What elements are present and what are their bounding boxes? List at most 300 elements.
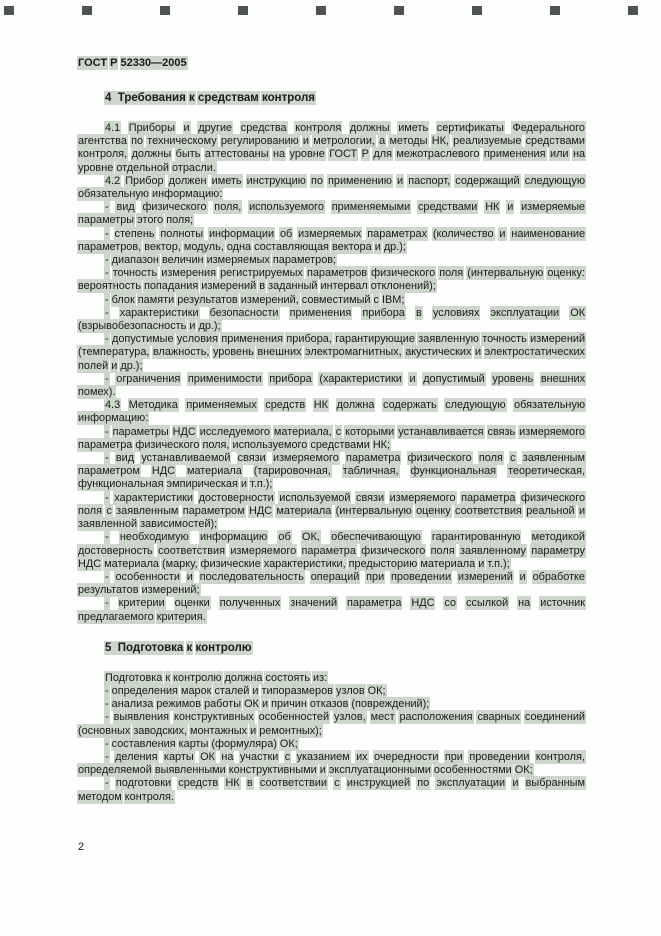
highlighted-word: - bbox=[105, 737, 109, 750]
highlighted-word: Федерального bbox=[512, 122, 585, 134]
highlighted-word: обработке bbox=[532, 570, 585, 583]
highlighted-word: критерии bbox=[118, 597, 165, 610]
highlighted-word: отклонений); bbox=[370, 280, 436, 293]
highlighted-word: - bbox=[105, 267, 109, 280]
highlighted-word: измеряемые bbox=[521, 201, 585, 214]
list-item bbox=[78, 571, 585, 597]
highlighted-word: полноты bbox=[160, 227, 204, 240]
highlighted-word: мест bbox=[370, 711, 395, 724]
highlighted-word: уровне bbox=[289, 148, 325, 161]
highlighted-word: Методика bbox=[128, 399, 178, 412]
highlighted-word: результатов bbox=[177, 293, 238, 306]
highlighted-word: должна bbox=[336, 399, 375, 412]
paragraph-4-1 bbox=[78, 122, 585, 175]
highlighted-word: необходимую bbox=[119, 531, 189, 544]
highlighted-word: физического bbox=[521, 491, 586, 504]
highlighted-word: - bbox=[105, 293, 109, 306]
highlighted-word: 4.2 bbox=[105, 174, 121, 187]
highlighted-word: физического bbox=[135, 438, 200, 451]
highlighted-word: средства bbox=[240, 122, 287, 134]
highlighted-word: параметром bbox=[78, 465, 140, 478]
highlighted-word: Р bbox=[361, 148, 369, 161]
highlighted-word: содержать bbox=[383, 399, 437, 412]
highlighted-word: методикой bbox=[531, 531, 585, 544]
highlighted-word: техническому bbox=[147, 135, 217, 148]
highlighted-word: устанавливаемой bbox=[141, 452, 231, 465]
highlighted-word: вид bbox=[116, 201, 135, 214]
highlighted-word: заданный bbox=[268, 280, 318, 293]
highlighted-word: поля bbox=[478, 452, 503, 465]
highlighted-word: исследуемого bbox=[199, 425, 270, 438]
highlighted-word: условиях bbox=[432, 306, 480, 319]
highlighted-word: к bbox=[186, 641, 193, 654]
highlighted-word: НК bbox=[225, 777, 240, 790]
highlighted-word: (интервальную bbox=[467, 267, 544, 280]
highlighted-word: составляющая bbox=[254, 240, 329, 253]
highlighted-word: НДС bbox=[151, 465, 175, 478]
list-item bbox=[78, 307, 585, 333]
highlighted-word: расположения bbox=[399, 711, 473, 724]
highlighted-word: параметра bbox=[347, 597, 402, 610]
highlighted-word: ОК; bbox=[279, 737, 298, 750]
document-number-header bbox=[78, 57, 585, 70]
highlighted-word: измеряемых bbox=[298, 227, 362, 240]
highlighted-word: средств bbox=[178, 777, 219, 790]
highlighted-word: применения bbox=[289, 306, 352, 319]
highlighted-word: измерений, bbox=[240, 293, 299, 306]
highlighted-word: измерений bbox=[530, 333, 586, 346]
highlighted-word: средствами bbox=[525, 135, 585, 148]
highlighted-word: об bbox=[278, 531, 291, 544]
highlighted-word: ремонтных); bbox=[259, 724, 322, 737]
page-content bbox=[78, 57, 585, 804]
highlighted-word: реальной bbox=[526, 504, 575, 517]
highlighted-word: Подготовка bbox=[105, 671, 163, 684]
highlighted-word: 52330—2005 bbox=[120, 57, 187, 69]
highlighted-word: и bbox=[252, 684, 259, 697]
highlighted-word: - bbox=[105, 491, 109, 504]
highlighted-word: применения bbox=[483, 148, 546, 161]
highlighted-word: (температура, bbox=[78, 346, 150, 359]
highlighted-word: и bbox=[374, 240, 381, 253]
highlighted-word: НК bbox=[485, 201, 500, 214]
list-item bbox=[78, 373, 585, 399]
highlighted-word: теоретическая, bbox=[508, 465, 586, 478]
highlighted-word: особенностями bbox=[433, 764, 512, 777]
highlighted-word: на bbox=[272, 148, 286, 161]
highlighted-word: режимов bbox=[156, 698, 202, 711]
highlighted-word: поля bbox=[78, 504, 102, 517]
highlighted-word: и bbox=[250, 724, 257, 737]
highlighted-word: физического bbox=[407, 452, 472, 465]
highlighted-word: электромагнитных, bbox=[305, 346, 402, 359]
highlighted-word: и bbox=[302, 135, 310, 148]
highlighted-word: материала bbox=[276, 504, 332, 517]
highlighted-word: быть bbox=[175, 148, 201, 161]
highlighted-word: - bbox=[105, 777, 109, 790]
highlighted-word: и bbox=[409, 372, 416, 385]
highlighted-word: и bbox=[519, 570, 526, 583]
highlighted-word: критерия. bbox=[156, 610, 206, 623]
highlighted-word: используемой bbox=[279, 491, 351, 504]
highlighted-word: соответствия bbox=[455, 504, 522, 517]
highlighted-word: с bbox=[284, 750, 291, 763]
highlighted-word: ограничения bbox=[116, 372, 181, 385]
highlighted-word: содержащий bbox=[455, 174, 520, 187]
list-item bbox=[78, 492, 585, 532]
highlighted-word: др.); bbox=[383, 240, 406, 253]
highlighted-word: оценку bbox=[416, 504, 451, 517]
highlighted-word: контроля bbox=[295, 122, 342, 134]
highlighted-word: информацию: bbox=[78, 412, 149, 425]
highlighted-word: заявленным bbox=[522, 452, 585, 465]
highlighted-word: - bbox=[105, 201, 109, 214]
highlighted-word: обязательную bbox=[78, 188, 149, 201]
highlighted-word: прибора, bbox=[286, 333, 332, 346]
highlighted-word: следующую bbox=[524, 174, 585, 187]
highlighted-word: при bbox=[444, 750, 463, 763]
highlighted-word: соответствии bbox=[259, 777, 327, 790]
highlighted-word: ОК, bbox=[301, 531, 320, 544]
highlighted-word: допустимый bbox=[423, 372, 485, 385]
highlighted-word: применяемыми bbox=[331, 201, 411, 214]
highlighted-word: параметрах bbox=[367, 227, 428, 240]
highlighted-word: допустимые bbox=[112, 333, 174, 346]
highlighted-word: монтажных bbox=[190, 724, 248, 737]
paragraph-4-2 bbox=[78, 175, 585, 201]
highlighted-word: гарантирующие bbox=[335, 333, 415, 346]
highlighted-word: обеспечивающую bbox=[331, 531, 421, 544]
highlighted-word: вид bbox=[115, 452, 135, 465]
highlighted-word: достоверности bbox=[198, 491, 274, 504]
highlighted-word: характеристики, bbox=[263, 557, 346, 570]
highlighted-word: - bbox=[105, 698, 109, 711]
highlighted-word: карты bbox=[178, 737, 209, 750]
highlighted-word: применяемых bbox=[186, 399, 257, 412]
highlighted-word: уровень bbox=[212, 346, 254, 359]
list-item bbox=[78, 751, 585, 777]
highlighted-word: - bbox=[105, 570, 109, 583]
highlighted-word: (взрывобезопасность bbox=[78, 320, 187, 333]
highlighted-word: иметь bbox=[211, 174, 242, 187]
highlighted-word: к bbox=[165, 671, 171, 684]
highlighted-word: - bbox=[105, 254, 109, 267]
list-item bbox=[78, 201, 585, 227]
highlighted-word: др.); bbox=[120, 359, 143, 372]
highlighted-word: поля bbox=[439, 267, 464, 280]
highlighted-word: метрологии, bbox=[313, 135, 375, 148]
list-item bbox=[78, 254, 585, 267]
page-number: 2 bbox=[78, 841, 85, 853]
highlighted-word: проведении bbox=[469, 750, 530, 763]
highlighted-word: и bbox=[183, 122, 190, 134]
highlighted-word: (характеристики bbox=[319, 372, 402, 385]
highlighted-word: Прибор bbox=[125, 174, 164, 187]
highlighted-word: параметры bbox=[112, 425, 169, 438]
highlighted-word: особенности bbox=[115, 570, 180, 583]
highlighted-word: ОК bbox=[200, 750, 215, 763]
highlighted-word: и bbox=[189, 320, 196, 333]
highlighted-word: выявления bbox=[113, 711, 170, 724]
highlighted-word: на bbox=[572, 148, 586, 161]
highlighted-word: ОК; bbox=[514, 764, 533, 777]
highlighted-word: НК bbox=[313, 399, 328, 412]
highlighted-word: регулированию bbox=[220, 135, 299, 148]
highlighted-word: уровень bbox=[492, 372, 534, 385]
highlighted-word: функциональная bbox=[410, 465, 497, 478]
highlighted-word: и bbox=[261, 698, 269, 711]
highlighted-word: инструкцией bbox=[346, 777, 411, 790]
highlighted-word: внешних bbox=[257, 346, 302, 359]
highlighted-word: параметром bbox=[182, 504, 245, 517]
highlighted-word: а bbox=[379, 135, 386, 148]
highlighted-word: об bbox=[279, 227, 293, 240]
highlighted-word: в bbox=[415, 306, 422, 319]
highlighted-word: (марку, bbox=[162, 557, 198, 570]
highlighted-word: попадания bbox=[143, 280, 199, 293]
highlighted-word: прибора bbox=[269, 372, 312, 385]
highlighted-word: обязательную bbox=[514, 399, 586, 412]
highlighted-word: параметру bbox=[531, 544, 585, 557]
highlighted-word: конструктивных bbox=[173, 711, 254, 724]
highlighted-word: зависимостей); bbox=[140, 518, 218, 531]
highlighted-word: отрасли. bbox=[172, 161, 216, 174]
highlighted-word: к bbox=[189, 92, 195, 104]
highlighted-word: отдельной bbox=[116, 161, 170, 174]
paragraph-4-3 bbox=[78, 399, 585, 425]
highlighted-word: 5 Подготовка bbox=[105, 641, 184, 654]
highlighted-word: на bbox=[518, 597, 531, 610]
highlighted-word: вектор, bbox=[144, 240, 181, 253]
highlighted-word: безопасности bbox=[209, 306, 279, 319]
highlighted-word: параметра bbox=[461, 491, 516, 504]
highlighted-word: иметь bbox=[398, 122, 429, 134]
highlighted-word: измерения bbox=[161, 267, 217, 280]
highlighted-word: для bbox=[373, 148, 392, 161]
highlighted-word: гарантированную bbox=[431, 531, 521, 544]
highlighted-word: физические bbox=[200, 557, 261, 570]
highlighted-word: оценки bbox=[174, 597, 210, 610]
highlighted-word: акустических bbox=[405, 346, 472, 359]
highlighted-word: применения bbox=[221, 333, 284, 346]
list-item bbox=[78, 426, 585, 452]
highlighted-word: значений bbox=[290, 597, 338, 610]
highlighted-word: выбранным bbox=[525, 777, 585, 790]
highlighted-word: степень bbox=[114, 227, 155, 240]
highlighted-word: измерений bbox=[457, 570, 513, 583]
section-4-title bbox=[105, 91, 585, 105]
highlighted-word: определения bbox=[111, 684, 178, 697]
list-item bbox=[78, 711, 585, 737]
highlighted-word: измеряемого bbox=[389, 491, 456, 504]
highlighted-word: табличная, bbox=[342, 465, 399, 478]
highlighted-word: или bbox=[549, 148, 569, 161]
highlighted-word: сталей bbox=[214, 684, 250, 697]
highlighted-word: узлов, bbox=[333, 711, 366, 724]
highlighted-word: и bbox=[578, 504, 586, 517]
highlighted-word: модуль, bbox=[183, 240, 224, 253]
highlighted-word: эксплуатации bbox=[490, 306, 560, 319]
highlighted-word: должен bbox=[168, 174, 207, 187]
highlighted-word: ОК; bbox=[367, 684, 386, 697]
highlighted-word: и bbox=[499, 227, 506, 240]
highlighted-word: полученных bbox=[219, 597, 281, 610]
highlighted-word: ГОСТ bbox=[329, 148, 358, 161]
highlighted-word: результатов bbox=[78, 584, 139, 597]
highlighted-word: и bbox=[319, 764, 326, 777]
highlighted-word: поля, bbox=[214, 201, 242, 214]
highlighted-word: марок bbox=[181, 684, 212, 697]
list-item bbox=[78, 294, 585, 307]
highlighted-word: с bbox=[334, 777, 340, 790]
highlighted-word: др.); bbox=[198, 320, 221, 333]
highlighted-word: с bbox=[373, 293, 379, 306]
highlighted-word: причин bbox=[271, 698, 307, 711]
highlighted-word: устанавливается bbox=[398, 425, 484, 438]
highlighted-word: источник bbox=[540, 597, 585, 610]
highlighted-word: измеряемых bbox=[206, 254, 270, 267]
highlighted-word: и bbox=[512, 777, 519, 790]
highlighted-word: т.п.); bbox=[250, 478, 273, 491]
highlighted-word: должны bbox=[131, 148, 172, 161]
highlighted-word: 4.3 bbox=[105, 399, 121, 412]
highlighted-word: эксплуатации bbox=[436, 777, 506, 790]
highlighted-word: следующую bbox=[445, 399, 506, 412]
highlighted-word: одна bbox=[226, 240, 252, 253]
highlighted-word: НДС bbox=[78, 557, 102, 570]
highlighted-word: материала bbox=[420, 557, 476, 570]
highlighted-word: оценку: bbox=[547, 267, 585, 280]
list-item bbox=[78, 777, 585, 803]
highlighted-word: инструкцию bbox=[246, 174, 306, 187]
highlighted-word: НДС bbox=[248, 504, 273, 517]
highlighted-word: - bbox=[105, 333, 109, 346]
highlighted-word: эксплуатационными bbox=[328, 764, 431, 777]
highlighted-word: средств bbox=[265, 399, 306, 412]
paragraph-5-intro bbox=[78, 672, 585, 685]
highlighted-word: ОК bbox=[570, 306, 586, 319]
highlighted-word: выявленными bbox=[154, 764, 226, 777]
highlighted-word: контролю bbox=[173, 671, 222, 684]
highlighted-word: с bbox=[335, 425, 342, 438]
highlighted-word: соответствия bbox=[158, 544, 225, 557]
highlighted-word: ссылкой bbox=[466, 597, 509, 610]
highlighted-word: (повреждений); bbox=[351, 698, 430, 711]
highlighted-word: 4.1 bbox=[105, 122, 121, 134]
highlighted-word: последовательность bbox=[199, 570, 304, 583]
highlighted-word: типоразмеров bbox=[261, 684, 333, 697]
highlighted-word: средствами bbox=[310, 438, 370, 451]
highlighted-word: поля, bbox=[202, 438, 230, 451]
highlighted-word: наименование bbox=[511, 227, 586, 240]
highlighted-word: используемого bbox=[249, 201, 324, 214]
highlighted-word: функциональная bbox=[78, 478, 164, 491]
highlighted-word: информации bbox=[208, 227, 275, 240]
highlighted-word: применимости bbox=[187, 372, 262, 385]
highlighted-word: поля; bbox=[166, 214, 194, 227]
highlighted-word: регистрируемых bbox=[220, 267, 303, 280]
highlighted-word: аттестованы bbox=[204, 148, 269, 161]
highlighted-word: при bbox=[366, 570, 385, 583]
highlighted-word: должна bbox=[224, 671, 263, 684]
highlighted-word: с bbox=[106, 504, 112, 517]
highlighted-word: анализа bbox=[111, 698, 154, 711]
highlighted-word: параметров, bbox=[78, 240, 142, 253]
highlighted-word: Р bbox=[110, 57, 118, 69]
highlighted-word: средствам bbox=[197, 92, 259, 104]
highlighted-word: 4 Требования bbox=[105, 92, 186, 104]
highlighted-word: (интервальную bbox=[335, 504, 412, 517]
highlighted-word: составления bbox=[111, 737, 176, 750]
list-item bbox=[78, 698, 585, 711]
highlighted-word: - bbox=[105, 372, 109, 385]
highlighted-word: параметра bbox=[301, 544, 356, 557]
highlighted-word: вектора bbox=[332, 240, 372, 253]
highlighted-word: конструктивными bbox=[228, 764, 317, 777]
highlighted-word: - bbox=[105, 227, 109, 240]
highlighted-word: НК, bbox=[431, 135, 449, 148]
highlighted-word: интервал bbox=[320, 280, 368, 293]
highlighted-word: и bbox=[186, 570, 193, 583]
highlighted-word: паспорт, bbox=[408, 174, 451, 187]
highlighted-word: измеряемого bbox=[519, 425, 585, 438]
highlighted-word: - bbox=[105, 711, 109, 724]
highlighted-word: подготовки bbox=[115, 777, 172, 790]
list-item bbox=[78, 228, 585, 254]
highlighted-word: полей bbox=[78, 359, 109, 372]
highlighted-word: измеряемого bbox=[230, 544, 297, 557]
highlighted-word: методы bbox=[389, 135, 428, 148]
highlighted-word: должны bbox=[349, 122, 390, 134]
highlighted-word: определяемой bbox=[78, 764, 152, 777]
list-item bbox=[78, 597, 585, 623]
highlighted-word: - bbox=[105, 531, 109, 544]
highlighted-word: по bbox=[417, 777, 430, 790]
highlighted-word: очередности bbox=[374, 750, 439, 763]
highlighted-word: связи bbox=[237, 452, 266, 465]
highlighted-word: агентства bbox=[78, 135, 127, 148]
highlighted-word: параметров; bbox=[272, 254, 337, 267]
highlighted-word: на bbox=[221, 750, 234, 763]
highlighted-word: в bbox=[246, 777, 253, 790]
highlighted-word: их bbox=[356, 750, 368, 763]
highlighted-word: физического bbox=[361, 544, 426, 557]
highlighted-word: контролю bbox=[195, 641, 252, 654]
highlighted-word: контроля. bbox=[124, 790, 174, 803]
highlighted-word: Приборы bbox=[128, 122, 175, 134]
highlighted-word: точность bbox=[482, 333, 527, 346]
list-item bbox=[78, 452, 585, 492]
highlighted-word: параметров bbox=[306, 267, 368, 280]
highlighted-word: параметры bbox=[78, 214, 135, 227]
highlighted-word: - bbox=[105, 452, 109, 465]
list-item bbox=[78, 531, 585, 571]
highlighted-word: информацию: bbox=[152, 188, 223, 201]
highlighted-word: соединений bbox=[524, 711, 586, 724]
highlighted-word: контроля bbox=[262, 92, 316, 104]
highlighted-word: карты bbox=[163, 750, 194, 763]
highlighted-word: т.п.); bbox=[487, 557, 510, 570]
highlighted-word: ОК bbox=[244, 698, 259, 711]
highlighted-word: проведении bbox=[390, 570, 452, 583]
highlighted-word: помех). bbox=[78, 386, 116, 399]
highlighted-word: условия bbox=[176, 333, 218, 346]
highlighted-word: электростатических bbox=[484, 346, 585, 359]
highlighted-word: - bbox=[105, 425, 109, 438]
highlighted-word: НДС bbox=[172, 425, 196, 438]
highlighted-word: физического bbox=[142, 201, 207, 214]
highlighted-word: - bbox=[105, 306, 109, 319]
